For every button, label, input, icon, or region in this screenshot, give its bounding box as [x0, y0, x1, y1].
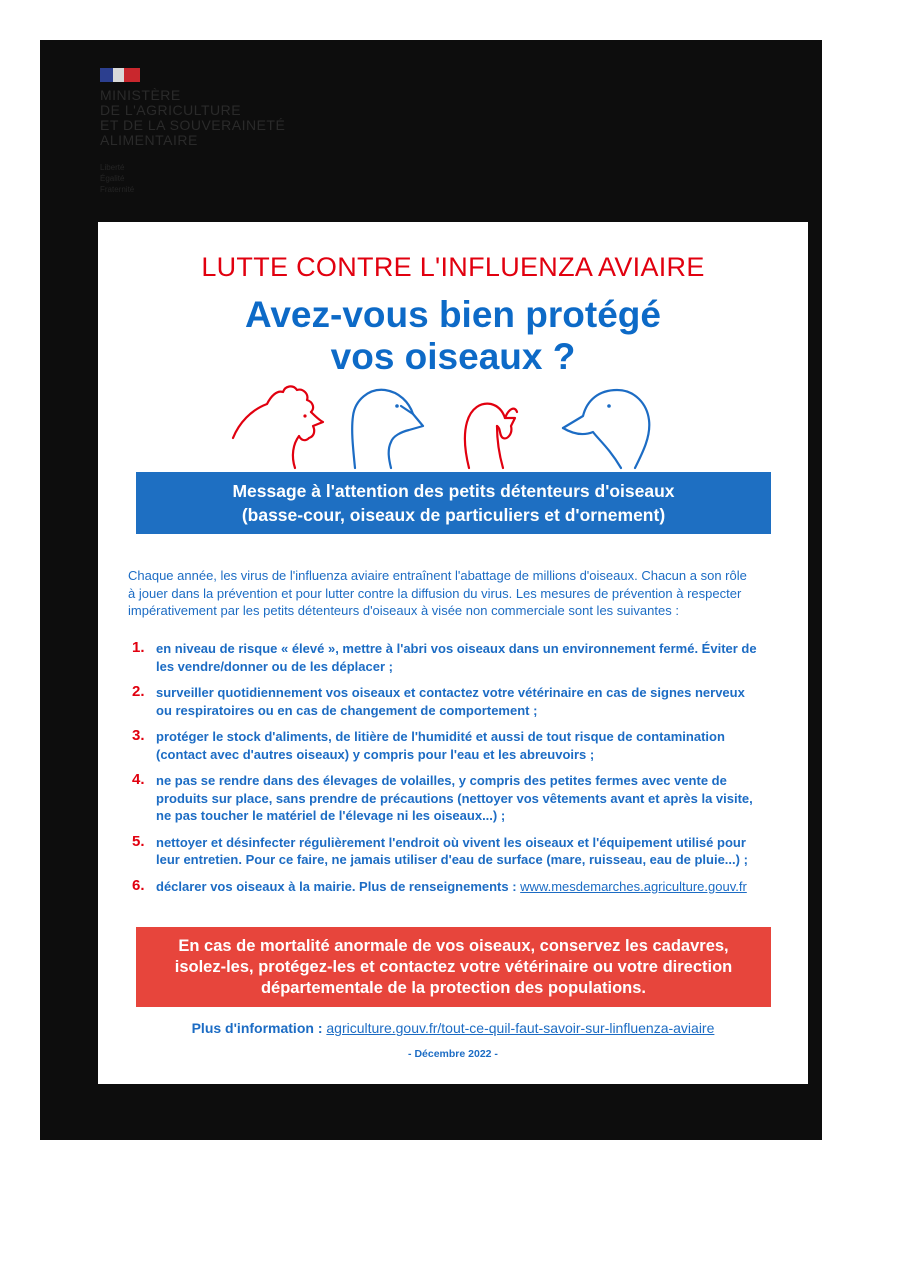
rooster-icon — [233, 386, 323, 468]
measure-number: 1. — [132, 639, 145, 656]
poster-headline: Avez-vous bien protégé vos oiseaux ? — [245, 294, 661, 377]
measure-item — [128, 640, 758, 675]
measure-item — [128, 834, 758, 869]
banner-line-1: Message à l'attention des petits détenteurs d'oiseaux — [232, 481, 675, 501]
more-info-link[interactable]: agriculture.gouv.fr/tout-ce-quil-faut-savoir-sur-linfluenza-aviaire — [326, 1020, 715, 1036]
ministry-header — [100, 68, 420, 195]
alert-line-2: isolez-les, protégez-les et contactez votre vétérinaire ou votre direction — [174, 957, 733, 976]
measure-number: 4. — [132, 771, 145, 788]
publication-date: - Décembre 2022 - — [408, 1048, 498, 1060]
alert-line-1: En cas de mortalité anormale de vos oiseaux, conservez les cadavres, — [178, 936, 729, 955]
mesdemarches-link[interactable]: www.mesdemarches.agriculture.gouv.fr — [520, 878, 747, 894]
mortality-alert-banner — [136, 927, 771, 1007]
measure-text: surveiller quotidiennement vos oiseaux et contactez votre vétérinaire en cas de signes nerveux ou respiratoires ou en cas de changement de comportement ; — [156, 685, 745, 718]
banner-line-2: (basse-cour, oiseaux de particuliers et d'ornement) — [241, 505, 666, 525]
duck-icon — [563, 390, 649, 468]
goose-icon — [352, 390, 423, 468]
measure-number: 6. — [132, 876, 145, 894]
more-info-label: Plus d'information : — [191, 1020, 327, 1036]
measure-text: ne pas se rendre dans des élevages de volailles, y compris des petites fermes avec vente de produits sur place, sans prendre de précautions (nettoyer vos vêtements avant et après la visite, ne pas toucher le matériel de l'élevage ni les oiseaux...) ; — [156, 773, 753, 823]
ministry-name: MINISTÈRE DE L'AGRICULTURE ET DE LA SOUVERAINETÉ ALIMENTAIRE — [100, 87, 286, 148]
measure-text: en niveau de risque « élevé », mettre à l'abri vos oiseaux dans un environnement fermé. Éviter de les vendre/donner ou de les déplacer ; — [156, 641, 757, 674]
poster-sheet — [98, 222, 808, 1084]
ministry-motto: Liberté Égalité Fraternité — [100, 163, 135, 194]
measure-number: 5. — [132, 832, 145, 850]
measure-number: 2. — [132, 683, 145, 700]
poster-kicker: LUTTE CONTRE L'INFLUENZA AVIAIRE — [201, 252, 705, 282]
measure-text: déclarer vos oiseaux à la mairie. Plus de renseignements : — [156, 878, 521, 894]
measure-item — [128, 684, 758, 719]
measure-text: nettoyer et désinfecter régulièrement l'endroit où vivent les oiseaux et l'équipement utilisé pour leur entretien. Pour ce faire, ne jamais utiliser d'eau de surface (mare, ruisseau, eau de pluie...) ; — [156, 834, 748, 867]
target-audience-banner — [136, 472, 771, 534]
measure-item — [128, 878, 758, 896]
more-information — [98, 1020, 808, 1036]
alert-line-3: départementale de la protection des populations. — [260, 978, 647, 997]
birds-illustration — [223, 378, 683, 472]
turkey-icon — [465, 404, 517, 468]
measure-item — [128, 728, 758, 763]
prevention-measures-list — [128, 640, 758, 895]
measure-item — [128, 772, 758, 825]
measure-number: 3. — [132, 727, 145, 744]
measure-text: protéger le stock d'aliments, de litière de l'humidité et aussi de tout risque de contamination (contact avec d'autres oiseaux) y compris pour l'eau et les abreuvoirs ; — [156, 729, 725, 762]
marianne-flag-logo — [100, 68, 140, 82]
intro-paragraph: Chaque année, les virus de l'influenza aviaire entraînent l'abattage de millions d'oiseaux. Chacun a son rôle à jouer dans la prévention et pour lutter contre la diffusion du virus. Les mesures de prévention à respecter impérativement par les petits détenteurs d'oiseaux à visée non commerciale sont les suivantes : — [128, 568, 747, 618]
